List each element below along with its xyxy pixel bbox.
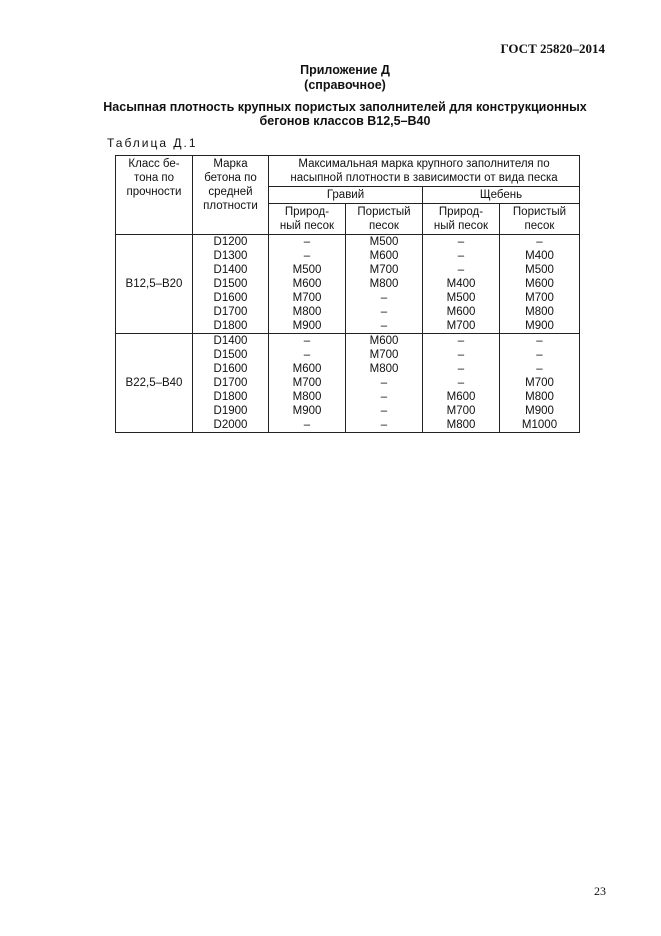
crushed-porous-cell: М700 bbox=[500, 376, 580, 390]
crushed-porous-cell: М900 bbox=[500, 319, 580, 334]
grade-cell: D1600 bbox=[193, 362, 269, 376]
header-grade: Марка бетона по средней плотности bbox=[193, 156, 269, 235]
appendix-heading bbox=[0, 63, 661, 93]
grade-cell: D1200 bbox=[193, 235, 269, 250]
crushed-natural-cell: М800 bbox=[423, 418, 500, 433]
page-number: 23 bbox=[594, 884, 606, 898]
crushed-natural-cell: – bbox=[423, 362, 500, 376]
header-max-grade: Максимальная марка крупного заполнителя по насыпной плотности в зависимости от вида песка bbox=[269, 156, 580, 187]
gravel-porous-cell: М800 bbox=[346, 362, 423, 376]
gravel-natural-cell: – bbox=[269, 249, 346, 263]
grade-cell: D2000 bbox=[193, 418, 269, 433]
gravel-porous-cell: – bbox=[346, 390, 423, 404]
grade-cell: D1700 bbox=[193, 305, 269, 319]
crushed-natural-cell: – bbox=[423, 334, 500, 349]
crushed-natural-cell: – bbox=[423, 263, 500, 277]
crushed-natural-cell: – bbox=[423, 348, 500, 362]
header-gravel-natural-sand: Природ- ный песок bbox=[269, 204, 346, 235]
crushed-porous-cell: – bbox=[500, 348, 580, 362]
gravel-porous-cell: М600 bbox=[346, 249, 423, 263]
gravel-natural-cell: – bbox=[269, 235, 346, 250]
grade-cell: D1500 bbox=[193, 348, 269, 362]
gravel-natural-cell: М900 bbox=[269, 404, 346, 418]
gravel-natural-cell: М600 bbox=[269, 277, 346, 291]
header-class: Класс бе- тона по прочности bbox=[116, 156, 193, 235]
crushed-natural-cell: – bbox=[423, 249, 500, 263]
section-title-line-1: Насыпная плотность крупных пористых заполнителей для конструкционных bbox=[103, 100, 587, 114]
appendix-subtitle: (справочное) bbox=[304, 78, 386, 92]
table-header bbox=[116, 156, 580, 235]
gravel-natural-cell: М500 bbox=[269, 263, 346, 277]
crushed-porous-cell: М500 bbox=[500, 263, 580, 277]
header-crushed-porous-sand: Пористый песок bbox=[500, 204, 580, 235]
crushed-natural-cell: М700 bbox=[423, 319, 500, 334]
header-crushed-natural-sand: Природ- ный песок bbox=[423, 204, 500, 235]
header-crushed-stone: Щебень bbox=[423, 187, 580, 204]
grade-cell: D1300 bbox=[193, 249, 269, 263]
gravel-porous-cell: – bbox=[346, 404, 423, 418]
gravel-natural-cell: М800 bbox=[269, 390, 346, 404]
crushed-natural-cell: М600 bbox=[423, 305, 500, 319]
table-row bbox=[116, 235, 580, 250]
crushed-porous-cell: М800 bbox=[500, 305, 580, 319]
crushed-natural-cell: М500 bbox=[423, 291, 500, 305]
table-caption: Таблица Д.1 bbox=[107, 136, 198, 150]
grade-cell: D1400 bbox=[193, 263, 269, 277]
crushed-natural-cell: – bbox=[423, 235, 500, 250]
crushed-porous-cell: – bbox=[500, 362, 580, 376]
crushed-porous-cell: – bbox=[500, 235, 580, 250]
grade-cell: D1900 bbox=[193, 404, 269, 418]
gravel-natural-cell: – bbox=[269, 418, 346, 433]
gravel-natural-cell: М600 bbox=[269, 362, 346, 376]
crushed-porous-cell: М800 bbox=[500, 390, 580, 404]
crushed-natural-cell: М400 bbox=[423, 277, 500, 291]
gravel-porous-cell: М700 bbox=[346, 348, 423, 362]
gravel-porous-cell: М700 bbox=[346, 263, 423, 277]
class-cell: В12,5–В20 bbox=[116, 235, 193, 334]
crushed-porous-cell: М600 bbox=[500, 277, 580, 291]
gravel-natural-cell: М700 bbox=[269, 376, 346, 390]
gravel-porous-cell: – bbox=[346, 291, 423, 305]
gravel-natural-cell: М700 bbox=[269, 291, 346, 305]
gravel-natural-cell: – bbox=[269, 334, 346, 349]
table-row bbox=[116, 334, 580, 349]
grade-cell: D1500 bbox=[193, 277, 269, 291]
grade-cell: D1700 bbox=[193, 376, 269, 390]
section-title-line-2: бегонов классов В12,5–В40 bbox=[259, 114, 431, 128]
class-cell: В22,5–В40 bbox=[116, 334, 193, 433]
standard-code: ГОСТ 25820–2014 bbox=[500, 41, 605, 56]
crushed-porous-cell: М400 bbox=[500, 249, 580, 263]
gravel-porous-cell: – bbox=[346, 376, 423, 390]
crushed-porous-cell: М1000 bbox=[500, 418, 580, 433]
section-title bbox=[0, 100, 661, 128]
gravel-porous-cell: М800 bbox=[346, 277, 423, 291]
crushed-porous-cell: – bbox=[500, 334, 580, 349]
appendix-title: Приложение Д bbox=[300, 63, 390, 77]
crushed-natural-cell: – bbox=[423, 376, 500, 390]
gravel-porous-cell: М600 bbox=[346, 334, 423, 349]
gravel-natural-cell: – bbox=[269, 348, 346, 362]
grade-cell: D1800 bbox=[193, 319, 269, 334]
gravel-porous-cell: – bbox=[346, 418, 423, 433]
gravel-porous-cell: – bbox=[346, 305, 423, 319]
header-gravel: Гравий bbox=[269, 187, 423, 204]
table-body bbox=[116, 235, 580, 433]
grade-cell: D1600 bbox=[193, 291, 269, 305]
crushed-natural-cell: М600 bbox=[423, 390, 500, 404]
crushed-porous-cell: М900 bbox=[500, 404, 580, 418]
gravel-natural-cell: М900 bbox=[269, 319, 346, 334]
grade-cell: D1800 bbox=[193, 390, 269, 404]
bulk-density-table bbox=[115, 155, 580, 433]
crushed-natural-cell: М700 bbox=[423, 404, 500, 418]
header-gravel-porous-sand: Пористый песок bbox=[346, 204, 423, 235]
gravel-porous-cell: – bbox=[346, 319, 423, 334]
gravel-porous-cell: М500 bbox=[346, 235, 423, 250]
crushed-porous-cell: М700 bbox=[500, 291, 580, 305]
gravel-natural-cell: М800 bbox=[269, 305, 346, 319]
grade-cell: D1400 bbox=[193, 334, 269, 349]
